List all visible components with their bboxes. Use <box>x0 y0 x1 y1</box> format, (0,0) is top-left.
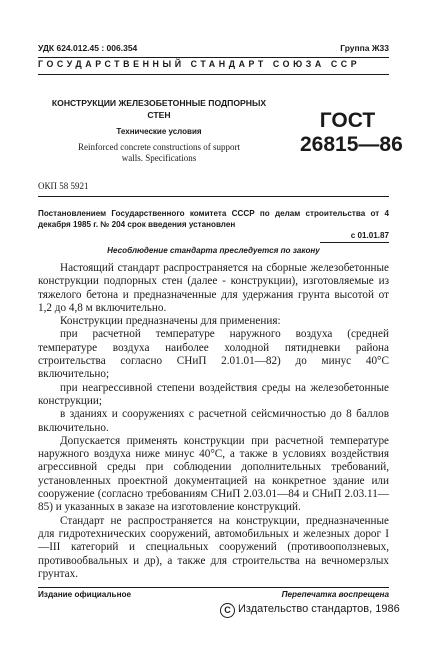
document-subtitle: Технические условия <box>116 127 202 136</box>
paragraph: при расчетной температуре наружного воздуха (средней температуре воздуха наиболее холодной пятидневки района строительства согласно СНиП 2.01.01—82) до минус 40°С включительно; <box>38 328 389 381</box>
paragraph: Допускается применять конструкции при расчетной температуре наружного воздуха ниже минус 40°С, а также в условиях воздействия агрессивной среды при соблюдении дополнительных требований, установленных проектной документацией на конкретное здание или сооружение (согласно требованиям СНиП 2.03.01—84 и СНиП 2.03.11—85) и указанных в заказе на изготовление конструкций. <box>38 434 389 514</box>
date-underline <box>320 242 389 243</box>
footer-divider <box>38 587 389 588</box>
decree-text: Постановлением Государственного комитета СССР по делам строительства от 4 декабря 1985 г. № 204 срок введения установлен <box>38 209 389 229</box>
gost-number: 26815—86 <box>300 133 403 156</box>
copyright-icon: С <box>220 603 235 618</box>
group-code: Группа Ж33 <box>340 43 389 53</box>
okp-divider <box>38 196 389 197</box>
gost-block <box>300 109 403 157</box>
body-text <box>38 262 389 581</box>
paragraph: Конструкции предназначены для применения: <box>60 315 281 328</box>
official-edition-label: Издание официальное <box>38 590 132 599</box>
banner-divider <box>38 74 389 75</box>
paragraph: при неагрессивной степени воздействия среды на железобетонные конструкции; <box>38 381 389 407</box>
udk-code: УДК 624.012.45 : 006.354 <box>38 43 138 53</box>
title-block <box>38 97 280 164</box>
okp-code: ОКП 58 5921 <box>38 181 89 191</box>
publisher-name: Издательство стандартов, 1986 <box>238 603 400 615</box>
paragraph: Стандарт не распространяется на конструкции, предназначенные для гидротехнических сооружений, автомобильных и железных дорог I—III категорий и специальных сооружений (противооползневых, противообвальных и др), а также для строительства на вечномерзлых грунтах. <box>38 514 389 580</box>
paragraph: в зданиях и сооружениях с расчетной сейсмичностью до 8 баллов включительно. <box>38 408 389 434</box>
document-title-line2: СТЕН <box>147 110 171 120</box>
violation-notice: Несоблюдение стандарта преследуется по закону <box>107 246 320 255</box>
english-title-line1: Reinforced concrete constructions of support <box>78 142 240 152</box>
copyright-line <box>220 603 400 618</box>
paragraph: Настоящий стандарт распространяется на сборные железобетонные конструкции подпорных стен (далее - конструкции), изготовляемые из тяжелого бетона и предназначенные для удержания грунта высотой от 1,2 до 4,8 м включительно. <box>38 262 389 314</box>
reprint-prohibited-label: Перепечатка воспрещена <box>281 590 389 599</box>
effective-date: с 01.01.87 <box>350 231 389 240</box>
standard-banner: ГОСУДАРСТВЕННЫЙ СТАНДАРТ СОЮЗА ССР <box>38 59 361 69</box>
top-divider <box>38 57 389 58</box>
gost-label: ГОСТ <box>319 109 376 132</box>
english-title-line2: walls. Specifications <box>121 153 197 163</box>
document-title-line1: КОНСТРУКЦИИ ЖЕЛЕЗОБЕТОННЫЕ ПОДПОРНЫХ <box>51 98 267 108</box>
